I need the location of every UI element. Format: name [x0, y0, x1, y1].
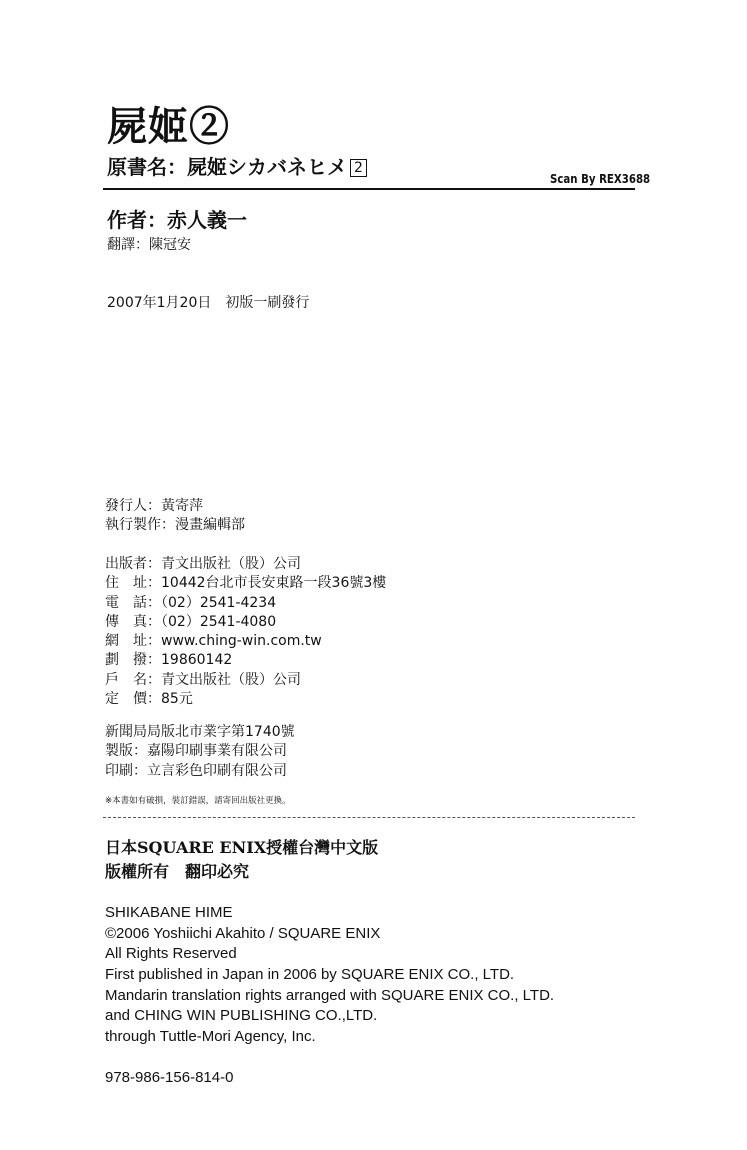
publisher-info-line: 戶 名：青文出版社（股）公司: [105, 671, 301, 688]
publisher-info-line: 住 址：10442台北市長安東路一段36號3樓: [105, 575, 387, 592]
printing-info-line: 新聞局局版北市業字第1740號: [105, 724, 295, 740]
publisher-info-line: 出版者：青文出版社（股）公司: [105, 556, 301, 572]
printing-info-line: 製版：嘉陽印刷事業有限公司: [105, 743, 287, 760]
english-credit-line: SHIKABANE HIME: [105, 904, 233, 921]
publisher-staff-line: 發行人：黃寄萍: [105, 498, 203, 514]
printing-info-line: 印刷：立言彩色印刷有限公司: [105, 762, 287, 779]
english-credits-block: [105, 903, 554, 1048]
publisher-info-line: 電 話：（02）2541-4234: [105, 594, 277, 611]
isbn-number: 978-986-156-814-0: [105, 1069, 234, 1086]
scan-credit: Scan By REX3688: [550, 172, 651, 186]
publisher-info-line: 網 址：www.ching-win.com.tw: [105, 633, 322, 650]
publication-date: 2007年1月20日 初版一刷發行: [107, 295, 310, 311]
book-title: 屍姬②: [107, 103, 230, 150]
publisher-staff-block: [105, 497, 245, 536]
original-title-label: 原書名：屍姬シカバネヒメ: [107, 155, 347, 179]
english-credit-line: All Rights Reserved: [105, 945, 237, 963]
title-divider: [103, 188, 635, 190]
translator-line: 翻譯：陳冠安: [107, 237, 191, 253]
english-credit-line: Mandarin translation rights arranged with SQUARE ENIX CO., LTD.: [105, 986, 555, 1004]
english-credit-line: ©2006 Yoshiichi Akahito / SQUARE ENIX: [105, 924, 381, 942]
publisher-info-line: 定 價：85元: [105, 691, 193, 708]
license-block: [105, 836, 378, 884]
original-title: [107, 151, 367, 180]
publisher-info-line: 劃 撥：19860142: [105, 652, 233, 669]
english-credit-line: and CHING WIN PUBLISHING CO.,LTD.: [105, 1007, 378, 1025]
publisher-staff-line: 執行製作：漫畫編輯部: [105, 517, 245, 534]
printing-info-block: [105, 723, 295, 781]
license-divider: [103, 817, 635, 818]
volume-number-box: 2: [350, 159, 367, 177]
english-credit-line: First published in Japan in 2006 by SQUARE ENIX CO., LTD.: [105, 966, 515, 984]
publisher-info-block: [105, 555, 386, 709]
license-line: 日本SQUARE ENIX授權台灣中文版: [105, 838, 379, 857]
english-credit-line: through Tuttle-Mori Agency, Inc.: [105, 1028, 316, 1046]
license-line: 版權所有 翻印必究: [105, 862, 250, 881]
damage-return-note: ※本書如有破損，裝訂錯誤，請寄回出版社更換。: [105, 796, 291, 806]
author-line: 作者：赤人義一: [107, 208, 247, 232]
publisher-info-line: 傳 真：（02）2541-4080: [105, 613, 277, 630]
